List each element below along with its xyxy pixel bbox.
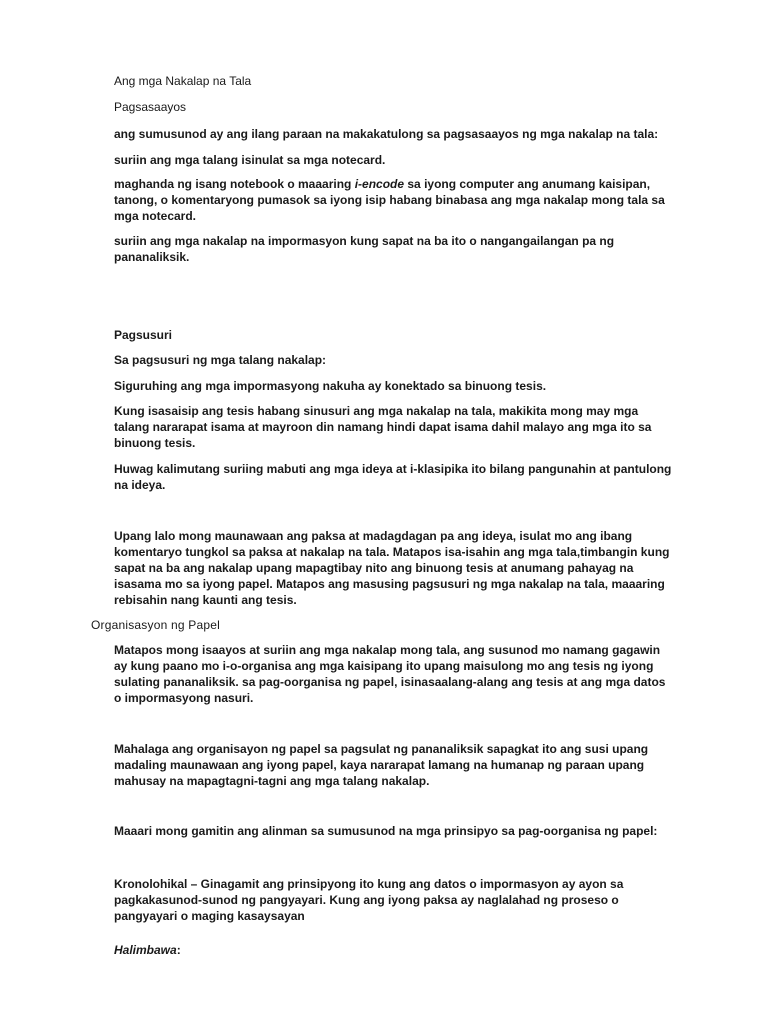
list-item: suriin ang mga nakalap na impormasyon kung sapat na ba ito o nangangailangan pa ng pananaliksik. (114, 234, 615, 264)
section-intro: Sa pagsusuri ng mga talang nakalap: (114, 353, 327, 367)
document-title: Ang mga Nakalap na Tala (114, 74, 252, 88)
paragraph: Matapos mong isaayos at suriin ang mga nakalap mong tala, ang susunod mo namang gagawin ay kung paano mo i-o-organisa ang mga kaisipang ito upang maisulong mo ang tesis ng iyong sulating pananaliksik. sa pag-oorganisa ng papel, isinasaalang-alang ang tesis at ang mga datos o impormasyong nasuri. (114, 643, 666, 705)
paragraph: Maaari mong gamitin ang alinman sa sumusunod na mga prinsipyo sa pag-oorganisa ng papel: (114, 824, 658, 838)
list-item (114, 176, 674, 224)
section-heading-organisasyon: Organisasyon ng Papel (91, 618, 220, 632)
section-heading-pagsasaayos: Pagsasaayos (114, 100, 187, 114)
example-label (114, 942, 674, 958)
text-run: maghanda ng isang notebook o maaaring (114, 177, 355, 191)
section-intro: ang sumusunod ay ang ilang paraan na makakatulong sa pagsasaayos ng mga nakalap na tala: (114, 127, 659, 141)
list-item: Huwag kalimutang suriing mabuti ang mga ideya at i-klasipika ito bilang pangunahin at pantulong na ideya. (114, 462, 672, 492)
emphasis-text: i-encode (354, 177, 405, 191)
text-run: : (176, 943, 181, 957)
paragraph: Kronolohikal – Ginagamit ang prinsipyong ito kung ang datos o impormasyon ay ayon sa pagkakasunod-sunod ng pangyayari. Kung ang iyong paksa ay naglalahad ng proseso o pangyayari o maging kasaysayan (114, 877, 624, 923)
list-item: suriin ang mga talang isinulat sa mga notecard. (114, 153, 386, 167)
list-item: Kung isasaisip ang tesis habang sinusuri ang mga nakalap na tala, makikita mong may mga talang nararapat isama at mayroon din namang hindi dapat isama dahil malayo ang mga ito sa binuong tesis. (114, 404, 652, 450)
emphasis-text: Halimbawa (114, 943, 177, 957)
section-heading-pagsusuri: Pagsusuri (114, 328, 173, 342)
list-item: Siguruhing ang mga impormasyong nakuha ay konektado sa binuong tesis. (114, 379, 547, 393)
text-run: sa iyong computer ang anumang kaisipan, tanong, o komentaryong pumasok sa iyong isip habang binabasa ang mga nakalap mong tala sa mga notecard. (114, 177, 665, 223)
paragraph: Mahalaga ang organisayon ng papel sa pagsulat ng pananaliksik sapagkat ito ang susi upang madaling maunawaan ang iyong papel, kaya nararapat lamang na humanap ng paraan upang mahusay na mapagtagni-tagni ang mga talang nakalap. (114, 742, 649, 788)
paragraph: Upang lalo mong maunawaan ang paksa at madagdagan pa ang ideya, isulat mo ang ibang komentaryo tungkol sa paksa at nakalap na tala. Matapos isa-isahin ang mga tala,timbangin kung sapat na ba ang nakalap upang mapagtibay nito ang binuong tesis at anumang pahayag na isasama mo sa iyong papel. Matapos ang masusing pagsusuri ng mga nakalap na tala, maaaring rebisahin nang kaunti ang tesis. (114, 529, 670, 607)
